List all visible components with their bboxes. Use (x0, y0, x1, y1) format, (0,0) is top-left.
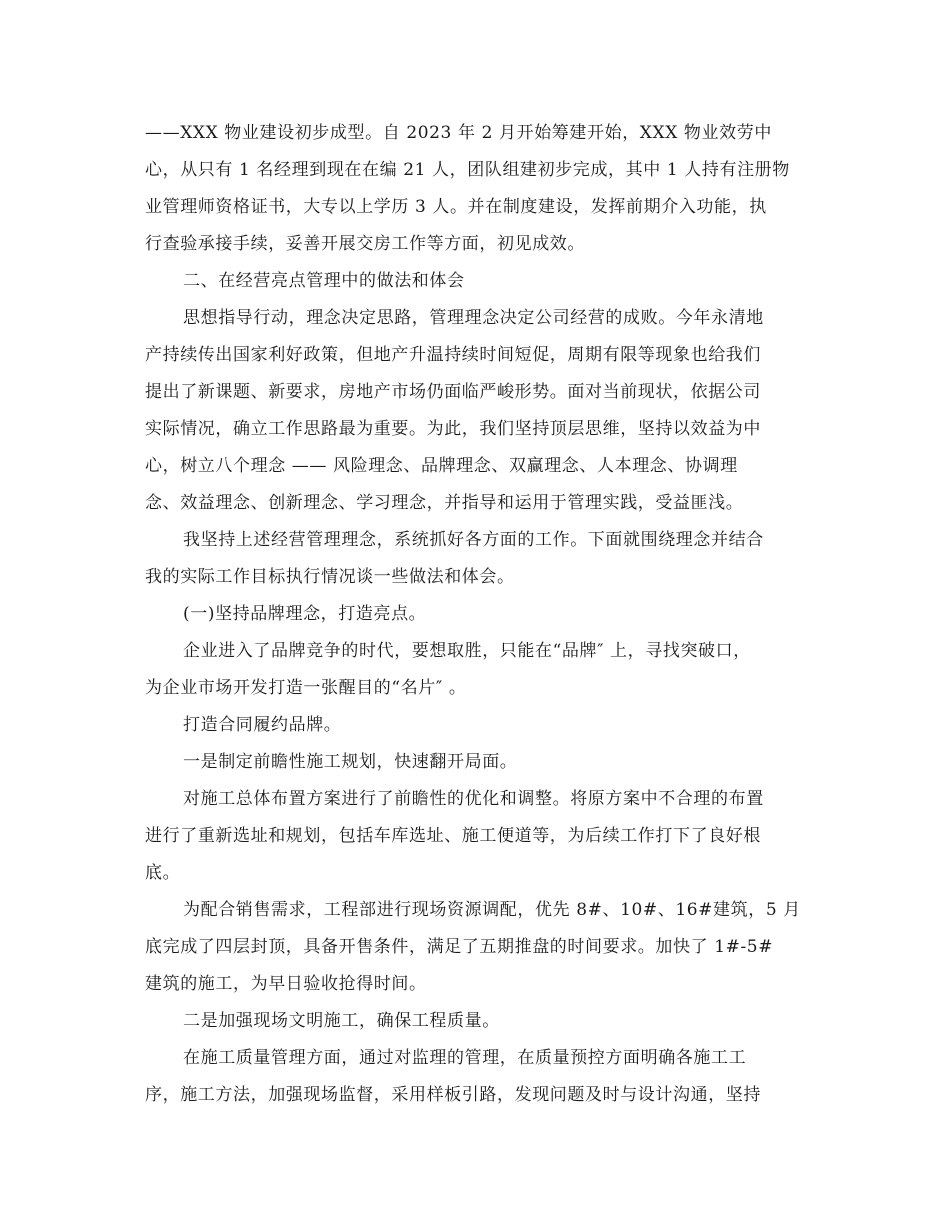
text-line: 为配合销售需求，工程部进行现场资源调配，优先 8#、10#、16#建筑，5 月 (183, 900, 801, 920)
text-line: 企业进入了品牌竞争的时代，要想取胜，只能在“品牌″ 上，寻找突破口， (183, 641, 751, 661)
text-line: 提出了新课题、新要求，房地产市场仍面临严峻形势。面对当前现状，依据公司 (145, 382, 761, 402)
paragraph (145, 1040, 810, 1114)
text-line: 业管理师资格证书，大专以上学历 3 人。并在制度建设，发挥前期介入功能，执 (145, 197, 767, 217)
document-body (145, 115, 810, 1114)
paragraph (145, 522, 810, 596)
text-line: 底完成了四层封顶，具备开售条件，满足了五期推盘的时间要求。加快了 1#-5# (145, 937, 774, 957)
text-line: 念、效益理念、创新理念、学习理念，并指导和运用于管理实践，受益匪浅。 (145, 493, 744, 513)
text-line: 为企业市场开发打造一张醒目的“名片″ 。 (145, 678, 467, 698)
text-line: 一是制定前瞻性施工规划，快速翻开局面。 (183, 752, 518, 772)
text-line: 实际情况，确立工作思路最为重要。为此，我们坚持顶层思维，坚持以效益为中 (145, 419, 761, 439)
text-line: 进行了重新选址和规划，包括车库选址、施工便道等，为后续工作打下了良好根 (145, 826, 761, 846)
text-line: 对施工总体布置方案进行了前瞻性的优化和调整。将原方案中不合理的布置 (183, 789, 764, 809)
text-line: 产持续传出国家利好政策，但地产升温持续时间短促，周期有限等现象也给我们 (145, 345, 761, 365)
paragraph (145, 707, 810, 744)
paragraph (145, 781, 810, 892)
paragraph (145, 1003, 810, 1040)
text-line: 建筑的施工，为早日验收抢得时间。 (145, 974, 427, 994)
text-line: 我坚持上述经营管理理念，系统抓好各方面的工作。下面就围绕理念并结合 (183, 530, 764, 550)
text-line: 序，施工方法，加强现场监督，采用样板引路，发现问题及时与设计沟通，坚持 (145, 1085, 761, 1105)
text-line: 底。 (145, 863, 181, 883)
text-line: 心，从只有 1 名经理到现在在编 21 人，团队组建初步完成，其中 1 人持有注册物 (145, 160, 790, 180)
paragraph (145, 744, 810, 781)
paragraph (145, 263, 810, 300)
text-line: 打造合同履约品牌。 (183, 715, 342, 735)
text-line: 思想指导行动，理念决定思路，管理理念决定公司经营的成败。今年永清地 (183, 308, 764, 328)
paragraph (145, 115, 810, 263)
paragraph (145, 892, 810, 1003)
text-line: 心，树立八个理念 —— 风险理念、品牌理念、双赢理念、人本理念、协调理 (145, 456, 738, 476)
text-line: 我的实际工作目标执行情况谈一些做法和体会。 (145, 567, 515, 587)
text-line: ——XXX 物业建设初步成型。自 2023 年 2 月开始筹建开始，XXX 物业效劳中 (145, 123, 772, 143)
paragraph (145, 633, 810, 707)
text-line: 二、在经营亮点管理中的做法和体会 (183, 271, 465, 291)
text-line: 二是加强现场文明施工，确保工程质量。 (183, 1011, 500, 1031)
text-line: 行查验承接手续，妥善开展交房工作等方面，初见成效。 (145, 234, 585, 254)
text-line: 在施工质量管理方面，通过对监理的管理，在质量预控方面明确各施工工 (183, 1048, 747, 1068)
paragraph (145, 596, 810, 633)
paragraph (145, 300, 810, 522)
text-line: (一)坚持品牌理念，打造亮点。 (183, 604, 427, 624)
